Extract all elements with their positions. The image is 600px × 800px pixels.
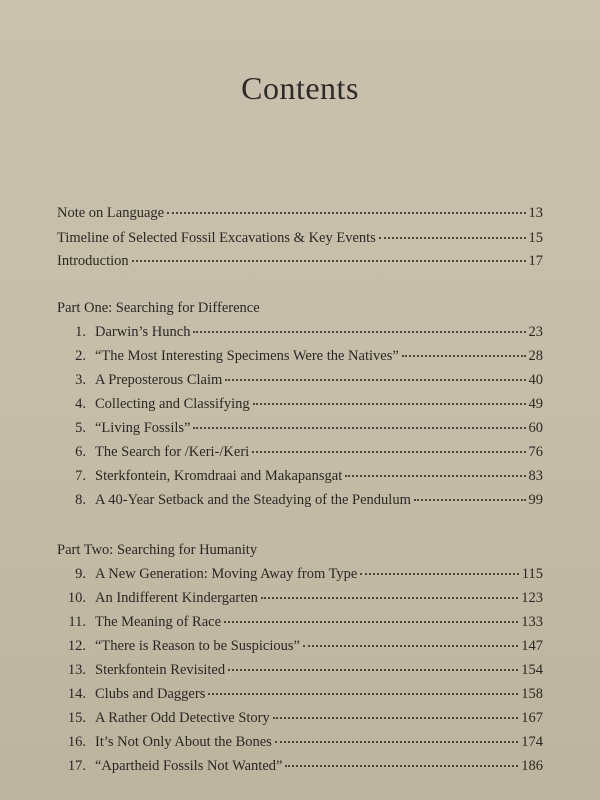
dot-leader — [360, 573, 518, 575]
entry-label: Sterkfontein, Kromdraai and Makapansgat — [95, 468, 343, 484]
entry-label: “There is Reason to be Suspicious” — [95, 638, 300, 654]
dot-leader — [261, 597, 518, 599]
chapter-number: 10. — [67, 590, 86, 606]
dot-leader — [193, 331, 525, 333]
dot-leader — [252, 451, 525, 453]
chapter-number: 3. — [75, 372, 86, 388]
chapter-number: 4. — [75, 396, 86, 412]
toc-entry-introduction — [57, 253, 543, 275]
dot-leader — [303, 645, 518, 647]
chapter-number: 1. — [75, 324, 86, 340]
entry-page: 60 — [528, 420, 543, 436]
entry-label: A New Generation: Moving Away from Type — [95, 566, 358, 582]
chapter-number: 16. — [67, 734, 86, 750]
dot-leader — [273, 717, 518, 719]
chapter-number: 8. — [75, 492, 86, 508]
chapter-number: 2. — [75, 348, 86, 364]
entry-label: A Rather Odd Detective Story — [95, 710, 270, 726]
entry-label: “The Most Interesting Specimens Were the Natives” — [95, 348, 399, 364]
entry-page: 186 — [521, 758, 543, 774]
entry-page: 167 — [521, 710, 543, 726]
entry-page: 133 — [521, 614, 543, 630]
entry-page: 76 — [528, 444, 543, 460]
chapter-number: 9. — [75, 566, 86, 582]
dot-leader — [253, 403, 526, 405]
entry-page: 28 — [528, 348, 543, 364]
toc-entry-chapter-5 — [64, 420, 543, 442]
dot-leader — [193, 427, 525, 429]
dot-leader — [285, 765, 518, 767]
toc-entry-chapter-14 — [64, 686, 543, 708]
chapter-number: 12. — [67, 638, 86, 654]
toc-entry-chapter-2 — [64, 348, 543, 370]
dot-leader — [414, 499, 526, 501]
toc-entry-chapter-7 — [64, 468, 543, 490]
part-two-heading: Part Two: Searching for Humanity — [57, 542, 258, 558]
chapter-number: 6. — [75, 444, 86, 460]
toc-entry-chapter-10 — [64, 590, 543, 612]
toc-entry-chapter-12 — [64, 638, 543, 660]
toc-entry-chapter-16 — [64, 734, 543, 756]
chapter-number: 17. — [67, 758, 86, 774]
entry-page: 49 — [528, 396, 543, 412]
chapter-number: 15. — [67, 710, 86, 726]
dot-leader — [132, 260, 526, 262]
chapter-number: 13. — [67, 662, 86, 678]
toc-entry-chapter-1 — [64, 324, 543, 346]
entry-label: “Apartheid Fossils Not Wanted” — [95, 758, 283, 774]
entry-label: The Meaning of Race — [95, 614, 222, 630]
entry-page: 123 — [521, 590, 543, 606]
dot-leader — [275, 741, 518, 743]
toc-entry-chapter-3 — [64, 372, 543, 394]
entry-page: 147 — [521, 638, 543, 654]
entry-label: Darwin’s Hunch — [95, 324, 191, 340]
dot-leader — [225, 379, 525, 381]
chapter-number: 7. — [75, 468, 86, 484]
entry-page: 23 — [528, 324, 543, 340]
toc-entry-chapter-11 — [64, 614, 543, 636]
toc-entry-timeline — [57, 230, 543, 252]
toc-entry-chapter-4 — [64, 396, 543, 418]
entry-label: A 40-Year Setback and the Steadying of the Pendulum — [95, 492, 411, 508]
entry-label: “Living Fossils” — [95, 420, 191, 436]
toc-entry-chapter-17 — [64, 758, 543, 780]
chapter-number: 11. — [68, 614, 86, 630]
dot-leader — [345, 475, 525, 477]
dot-leader — [167, 212, 525, 214]
entry-page: 174 — [521, 734, 543, 750]
dot-leader — [402, 355, 526, 357]
entry-label: It’s Not Only About the Bones — [95, 734, 272, 750]
entry-label: A Preposterous Claim — [95, 372, 223, 388]
entry-page: 154 — [521, 662, 543, 678]
entry-page: 13 — [528, 205, 543, 221]
dot-leader — [379, 237, 526, 239]
entry-label: Note on Language — [57, 205, 165, 221]
entry-label: Sterkfontein Revisited — [95, 662, 226, 678]
entry-label: Collecting and Classifying — [95, 396, 250, 412]
entry-label: An Indifferent Kindergarten — [95, 590, 258, 606]
toc-entry-chapter-15 — [64, 710, 543, 732]
part-one-heading: Part One: Searching for Difference — [57, 300, 260, 316]
entry-label: Clubs and Daggers — [95, 686, 206, 702]
entry-page: 99 — [528, 492, 543, 508]
toc-entry-chapter-6 — [64, 444, 543, 466]
entry-page: 115 — [521, 566, 543, 582]
chapter-number: 5. — [75, 420, 86, 436]
entry-label: Introduction — [57, 253, 129, 269]
dot-leader — [228, 669, 518, 671]
toc-entry-chapter-8 — [64, 492, 543, 514]
entry-page: 15 — [528, 230, 543, 246]
chapter-number: 14. — [67, 686, 86, 702]
toc-entry-chapter-13 — [64, 662, 543, 684]
entry-page: 17 — [528, 253, 543, 269]
entry-label: Timeline of Selected Fossil Excavations & Key Events — [57, 230, 376, 246]
dot-leader — [224, 621, 518, 623]
dot-leader — [208, 693, 518, 695]
page-title: Contents — [241, 70, 359, 106]
entry-page: 40 — [528, 372, 543, 388]
entry-label: The Search for /Keri-/Keri — [95, 444, 250, 460]
entry-page: 158 — [521, 686, 543, 702]
toc-entry-note-on-language — [57, 205, 543, 227]
entry-page: 83 — [528, 468, 543, 484]
toc-entry-chapter-9 — [64, 566, 543, 588]
